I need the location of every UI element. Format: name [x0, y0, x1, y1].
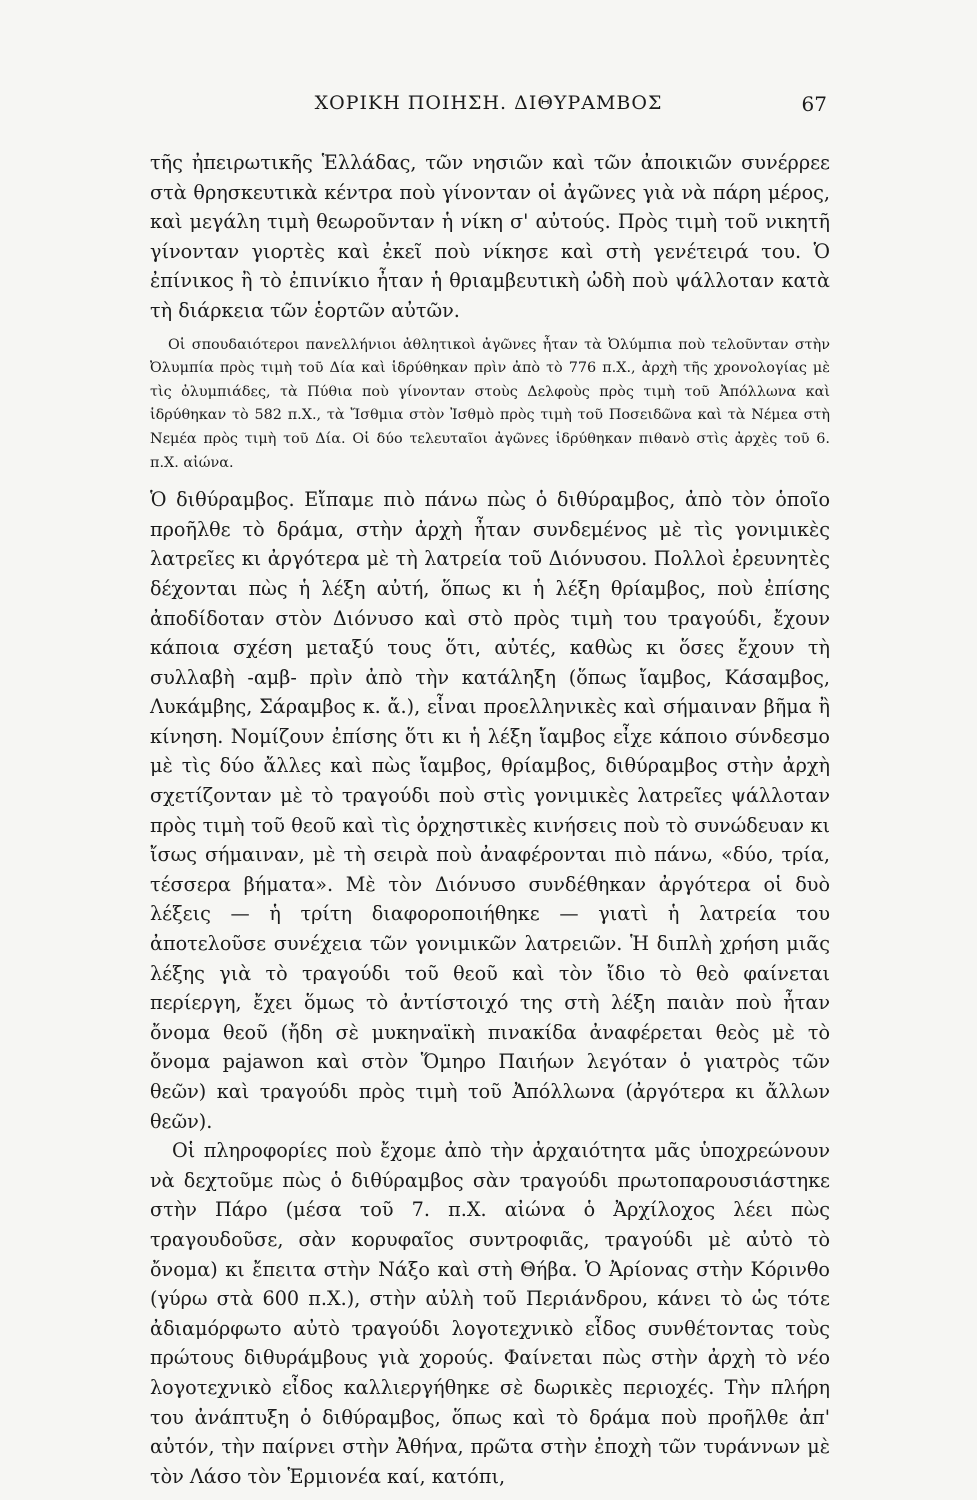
- page-body: [150, 148, 830, 1491]
- page-number: 67: [801, 92, 827, 116]
- paragraph-sources: Οἱ πληροφορίες ποὺ ἔχομε ἀπὸ τὴν ἀρχαιότητα μᾶς ὑποχρεώνουν νὰ δεχτοῦμε πὼς ὁ διθύραμβος σὰν τραγούδι πρωτοπαρουσιάστηκε στὴν Πάρο (μέσα τοῦ 7. π.Χ. αἰώνα ὁ Ἀρχίλοχος λέει πὼς τραγουδοῦσε, σὰν κορυφαῖος συντροφιᾶς, τραγούδι μὲ αὐτὸ τὸ ὄνομα) κι ἔπειτα στὴν Νάξο καὶ στὴ Θήβα. Ὁ Ἀρίονας στὴν Κόρινθο (γύρω στὰ 600 π.Χ.), στὴν αὐλὴ τοῦ Περιάνδρου, κάνει τὸ ὡς τότε ἀδιαμόρφωτο αὐτὸ τραγούδι λογοτεχνικὸ εἶδος συνθέτοντας τοὺς πρώτους διθυράμβους γιὰ χορούς. Φαίνεται πὼς στὴν ἀρχὴ τὸ νέο λογοτεχνικὸ εἶδος καλλιεργήθηκε σὲ δωρικὲς περιοχές. Τὴν πλήρη του ἀνάπτυξη ὁ διθύραμβος, ὅπως καὶ τὸ δράμα ποὺ προῆλθε ἀπ' αὐτόν, τὴν παίρνει στὴν Ἀθήνα, πρῶτα στὴν ἐποχὴ τῶν τυράννων μὲ τὸν Λάσο τὸν Ἑρμιονέα καί, κατόπι,: [150, 1139, 830, 1488]
- running-head: ΧΟΡΙΚΗ ΠΟΙΗΣΗ. ΔΙΘΥΡΑΜΒΟΣ: [314, 92, 663, 114]
- paragraph-dithyramb: Ὁ διθύραμβος. Εἴπαμε πιὸ πάνω πὼς ὁ διθύραμβος, ἀπὸ τὸν ὁποῖο προῆλθε τὸ δράμα, στὴν ἀρχὴ ἦταν συνδεμένος μὲ τὶς γονιμικὲς λατρεῖες κι ἀργότερα μὲ τὴ λατρεία τοῦ Διόνυσου. Πολλοὶ ἐρευνητὲς δέχονται πὼς ἡ λέξη αὐτή, ὅπως κι ἡ λέξη θρίαμβος, ποὺ ἐπίσης ἀποδίδοταν στὸν Διόνυσο καὶ στὸ πρὸς τιμὴ του τραγούδι, ἔχουν κάποια σχέση μεταξύ τους ὅτι, αὐτές, καθὼς κι ὅσες ἔχουν τὴ συλλαβὴ -αμβ- πρὶν ἀπὸ τὴν κατάληξη (ὅπως ἴαμβος, Κάσαμβος, Λυκάμβης, Σάραμβος κ. ἄ.), εἶναι προελληνικὲς καὶ σήμαιναν βῆμα ἢ κίνηση. Νομίζουν ἐπίσης ὅτι κι ἡ λέξη ἴαμβος εἶχε κάποιο σύνδεσμο μὲ τὶς δύο ἄλλες καὶ πὼς ἴαμβος, θρίαμβος, διθύραμβος στὴν ἀρχὴ σχετίζονταν μὲ τὸ τραγούδι ποὺ στὶς γονιμικὲς λατρεῖες ψάλλοταν πρὸς τιμὴ τοῦ θεοῦ καὶ τὶς ὀρχηστικὲς κινήσεις ποὺ τὸ συνώδευαν κι ἴσως σήμαιναν, μὲ τὴ σειρὰ ποὺ ἀναφέρονται πιὸ πάνω, «δύο, τρία, τέσσερα βήματα». Μὲ τὸν Διόνυσο συνδέθηκαν ἀργότερα οἱ δυὸ λέξεις — ἡ τρίτη διαφοροποιήθηκε — γιατὶ ἡ λατρεία του ἀποτελοῦσε συνέχεια τῶν γονιμικῶν λατρειῶν. Ἡ διπλὴ χρήση μιᾶς λέξης γιὰ τὸ τραγούδι τοῦ θεοῦ καὶ τὸν ἴδιο τὸ θεὸ φαίνεται περίεργη, ἔχει ὅμως τὸ ἀντίστοιχό της στὴ λέξη παιὰν ποὺ ἦταν ὄνομα θεοῦ (ἤδη σὲ μυκηναϊκὴ πινακίδα ἀναφέρεται θεὸς μὲ τὸ ὄνομα pajawon καὶ στὸν Ὅμηρο Παιήων λεγόταν ὁ γιατρὸς τῶν θεῶν) καὶ τραγούδι πρὸς τιμὴ τοῦ Ἀπόλλωνα (ἀργότερα κι ἄλλων θεῶν).: [150, 488, 830, 1133]
- paragraph-continued: τῆς ἠπειρωτικῆς Ἑλλάδας, τῶν νησιῶν καὶ τῶν ἀποικιῶν συνέρρεε στὰ θρησκευτικὰ κέντρα ποὺ γίνονταν οἱ ἀγῶνες γιὰ νὰ πάρη μέρος, καὶ μεγάλη τιμὴ θεωροῦνταν ἡ νίκη σ' αὐτούς. Πρὸς τιμὴ τοῦ νικητῆ γίνονταν γιορτὲς καὶ ἐκεῖ ποὺ νίκησε καὶ στὴ γενέτειρά του. Ὁ ἐπίνικος ἢ τὸ ἐπινίκιο ἦταν ἡ θριαμβευτικὴ ὠδὴ ποὺ ψάλλοταν κατὰ τὴ διάρκεια τῶν ἑορτῶν αὐτῶν.: [150, 151, 830, 322]
- page-header: [150, 88, 827, 118]
- small-print-note: Οἱ σπουδαιότεροι πανελλήνιοι ἀθλητικοὶ ἀγῶνες ἦταν τὰ Ὀλύμπια ποὺ τελοῦνταν στὴν Ὀλυμπία πρὸς τιμὴ τοῦ Δία καὶ ἱδρύθηκαν πρὶν ἀπὸ τὸ 776 π.Χ., ἀρχὴ τῆς χρονολογίας μὲ τὶς ὀλυμπιάδες, τὰ Πύθια ποὺ γίνονταν στοὺς Δελφοὺς πρὸς τιμὴ τοῦ Ἀπόλλωνα καὶ ἱδρύθηκαν τὸ 582 π.Χ., τὰ Ἴσθμια στὸν Ἰσθμὸ πρὸς τιμὴ τοῦ Ποσειδῶνα καὶ τὰ Νέμεα στὴ Νεμέα πρὸς τιμὴ τοῦ Δία. Οἱ δύο τελευταῖοι ἀγῶνες ἱδρύθηκαν πιθανὸ στὶς ἀρχὲς τοῦ 6. π.Χ. αἰώνα.: [150, 336, 830, 471]
